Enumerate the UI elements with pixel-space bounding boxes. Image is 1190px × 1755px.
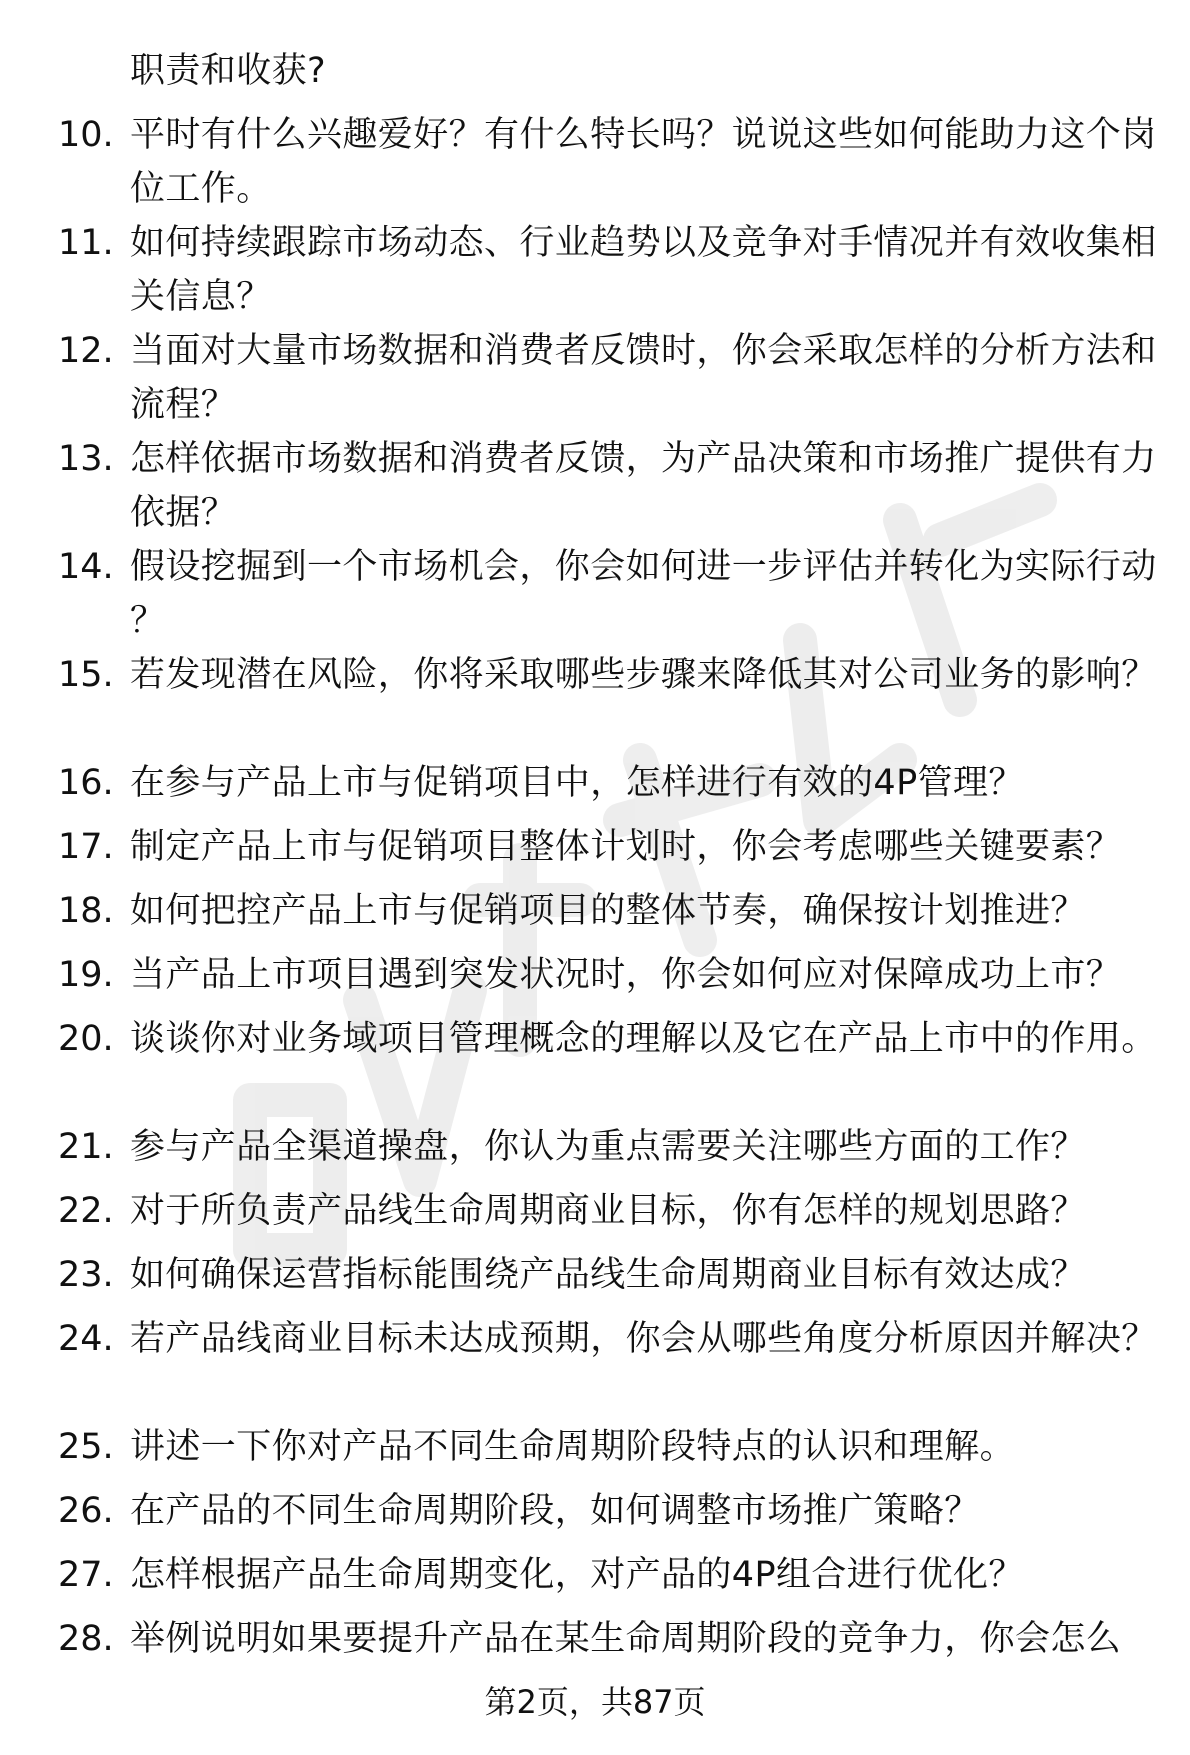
question-text: 若发现潜在风险，你将采取哪些步骤来降低其对公司业务的影响？ xyxy=(130,655,1157,695)
question-number: 20. xyxy=(58,1019,114,1059)
question-text: 在产品的不同生命周期阶段，如何调整市场推广策略？ xyxy=(130,1491,980,1531)
question-number: 13. xyxy=(58,439,114,479)
question-text: 讲述一下你对产品不同生命周期阶段特点的认识和理解。 xyxy=(130,1427,1016,1467)
question-text: 如何确保运营指标能围绕产品线生命周期商业目标有效达成？ xyxy=(130,1255,1086,1295)
question-number: 15. xyxy=(58,655,114,695)
question-number: 16. xyxy=(58,763,114,803)
question-text: 如何把控产品上市与促销项目的整体节奏，确保按计划推进？ xyxy=(130,891,1086,931)
question-text: 怎样根据产品生命周期变化，对产品的4P组合进行优化？ xyxy=(130,1555,1024,1595)
question-number: 14. xyxy=(58,547,114,587)
question-text: 当面对大量市场数据和消费者反馈时，你会采取怎样的分析方法和流程？ xyxy=(130,331,1157,425)
question-text: 在参与产品上市与促销项目中，怎样进行有效的4P管理？ xyxy=(130,763,1024,803)
question-number: 12. xyxy=(58,331,114,371)
question-text: 对于所负责产品线生命周期商业目标，你有怎样的规划思路？ xyxy=(130,1191,1086,1231)
question-text: 如何持续跟踪市场动态、行业趋势以及竞争对手情况并有效收集相关信息？ xyxy=(130,223,1157,317)
question-text: 假设挖掘到一个市场机会，你会如何进一步评估并转化为实际行动？ xyxy=(130,547,1157,641)
question-number: 19. xyxy=(58,955,114,995)
continued-question-text: 职责和收获? xyxy=(130,51,326,91)
question-number: 23. xyxy=(58,1255,114,1295)
question-text: 参与产品全渠道操盘，你认为重点需要关注哪些方面的工作？ xyxy=(130,1127,1086,1167)
question-number: 22. xyxy=(58,1191,114,1231)
page-footer: 第2页，共87页 xyxy=(484,1683,706,1721)
question-number: 25. xyxy=(58,1427,114,1467)
question-text: 当产品上市项目遇到突发状况时，你会如何应对保障成功上市？ xyxy=(130,955,1122,995)
question-text: 谈谈你对业务域项目管理概念的理解以及它在产品上市中的作用。 xyxy=(130,1019,1157,1059)
question-text: 怎样依据市场数据和消费者反馈，为产品决策和市场推广提供有力依据？ xyxy=(130,439,1157,533)
question-text: 平时有什么兴趣爱好？有什么特长吗？说说这些如何能助力这个岗位工作。 xyxy=(130,115,1157,209)
question-text: 举例说明如果要提升产品在某生命周期阶段的竞争力，你会怎么 xyxy=(130,1619,1122,1659)
question-number: 11. xyxy=(58,223,114,263)
question-number: 10. xyxy=(58,115,114,155)
question-number: 28. xyxy=(58,1619,114,1659)
question-text: 若产品线商业目标未达成预期，你会从哪些角度分析原因并解决？ xyxy=(130,1319,1157,1359)
question-text: 制定产品上市与促销项目整体计划时，你会考虑哪些关键要素？ xyxy=(130,827,1122,867)
question-number: 18. xyxy=(58,891,114,931)
question-number: 27. xyxy=(58,1555,114,1595)
question-number: 17. xyxy=(58,827,114,867)
question-number: 24. xyxy=(58,1319,114,1359)
question-number: 26. xyxy=(58,1491,114,1531)
question-number: 21. xyxy=(58,1127,114,1167)
